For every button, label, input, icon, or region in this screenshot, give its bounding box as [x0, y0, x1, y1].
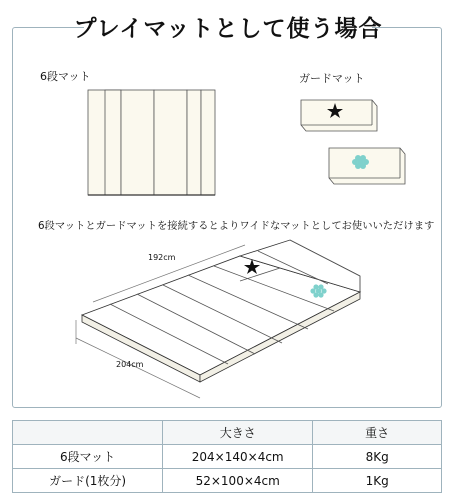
six-mat-label: 6段マット	[40, 70, 91, 83]
row-size: 204×140×4cm	[163, 445, 313, 469]
table-header-row	[13, 421, 442, 445]
table-header-size: 大きさ	[163, 421, 313, 445]
row-name: 6段マット	[13, 445, 163, 469]
dimension-width-label: 192cm	[148, 253, 176, 262]
table-row	[13, 469, 442, 493]
row-weight: 1Kg	[313, 469, 442, 493]
folded-six-mat	[88, 90, 215, 195]
page-title: プレイマットとして使う場合	[73, 15, 383, 42]
row-weight: 8Kg	[313, 445, 442, 469]
dimension-depth-label: 204cm	[116, 360, 144, 369]
table-header-cell	[13, 421, 163, 445]
guard-mat-label: ガードマット	[299, 72, 365, 85]
spec-table	[12, 420, 442, 493]
connected-mat	[76, 240, 360, 398]
guard-mat-flower	[329, 148, 405, 184]
table-row	[13, 445, 442, 469]
row-name: ガード(1枚分)	[13, 469, 163, 493]
table-header-weight: 重さ	[313, 421, 442, 445]
guard-mat-star	[301, 100, 377, 131]
row-size: 52×100×4cm	[163, 469, 313, 493]
description-text: 6段マットとガードマットを接続するとよりワイドなマットとしてお使いいただけます	[38, 220, 435, 232]
